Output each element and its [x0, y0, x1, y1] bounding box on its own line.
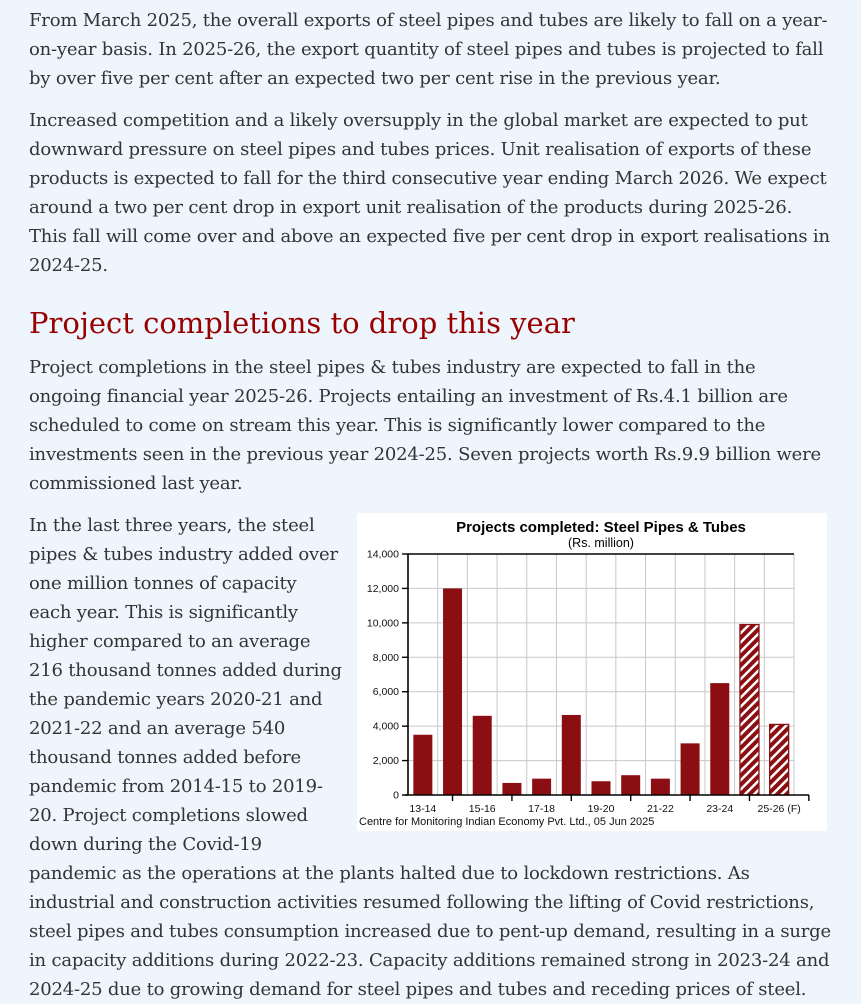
projects-completed-chart	[357, 513, 827, 831]
svg-text:Centre for Monitoring Indian E: Centre for Monitoring Indian Economy Pvt. Ltd., 05 Jun 2025	[359, 816, 655, 828]
svg-text:2,000: 2,000	[372, 755, 399, 768]
projects-chart-svg	[357, 513, 827, 831]
svg-text:19-20: 19-20	[587, 803, 615, 815]
svg-text:10,000: 10,000	[366, 617, 399, 630]
svg-text:14,000: 14,000	[366, 548, 399, 561]
svg-text:21-22: 21-22	[646, 803, 674, 815]
svg-text:8,000: 8,000	[372, 651, 399, 664]
paragraph-completions: Project completions in the steel pipes & tubes industry are expected to fall in the ongoing financial year 2025-26. Projects entailing an investment of Rs.4.1 billion are scheduled to come on stream this year. This is significantly lower compared to the investments seen in the previous year 2024-25. Seven projects worth Rs.9.9 billion were commissioned last year.	[29, 357, 821, 494]
paragraph-competition: Increased competition and a likely oversupply in the global market are expected to put downward pressure on steel pipes and tubes prices. Unit realisation of exports of these products is expected to fall for the third consecutive year ending March 2026. We expect around a two per cent drop in export unit realisation of the products during 2025-26. This fall will come over and above an expected five per cent drop in export realisations in 2024-25.	[29, 110, 830, 276]
svg-text:(Rs. million): (Rs. million)	[568, 536, 634, 550]
svg-text:4,000: 4,000	[372, 720, 399, 733]
svg-text:13-14: 13-14	[409, 803, 437, 815]
svg-text:0: 0	[393, 789, 399, 802]
svg-text:15-16: 15-16	[468, 803, 496, 815]
svg-text:25-26 (F): 25-26 (F)	[757, 803, 801, 815]
svg-text:23-24: 23-24	[706, 803, 734, 815]
svg-text:6,000: 6,000	[372, 686, 399, 699]
paragraph-capacity: In the last three years, the steel pipes & tubes industry added over one million tonnes of capacity each year. This is significantly higher compared to an average 216 thousand tonnes added during the pandemic years 2020-21 and 2021-22 and an average 540 thousand tonnes added before pandemic from 2014-15 to 2019-20. Project completions slowed down during the Covid-19 pandemic as the operations at the plants halted due to lockdown restrictions. As industrial and construction activities resumed following the lifting of Covid restrictions, steel pipes and tubes consumption increased due to pent-up demand, resulting in a surge in capacity additions during 2022-23. Capacity additions remained strong in 2023-24 and 2024-25 due to growing demand for steel pipes and tubes and receding prices of steel.	[29, 515, 831, 1000]
paragraph-exports: From March 2025, the overall exports of steel pipes and tubes are likely to fall on a year-on-year basis. In 2025-26, the export quantity of steel pipes and tubes is projected to fall by over five per cent after an expected two per cent rise in the previous year.	[29, 10, 828, 89]
section-heading: Project completions to drop this year	[29, 306, 575, 340]
svg-text:17-18: 17-18	[528, 803, 556, 815]
svg-text:Projects completed: Steel Pipe: Projects completed: Steel Pipes & Tubes	[456, 519, 746, 536]
svg-text:12,000: 12,000	[366, 582, 399, 595]
